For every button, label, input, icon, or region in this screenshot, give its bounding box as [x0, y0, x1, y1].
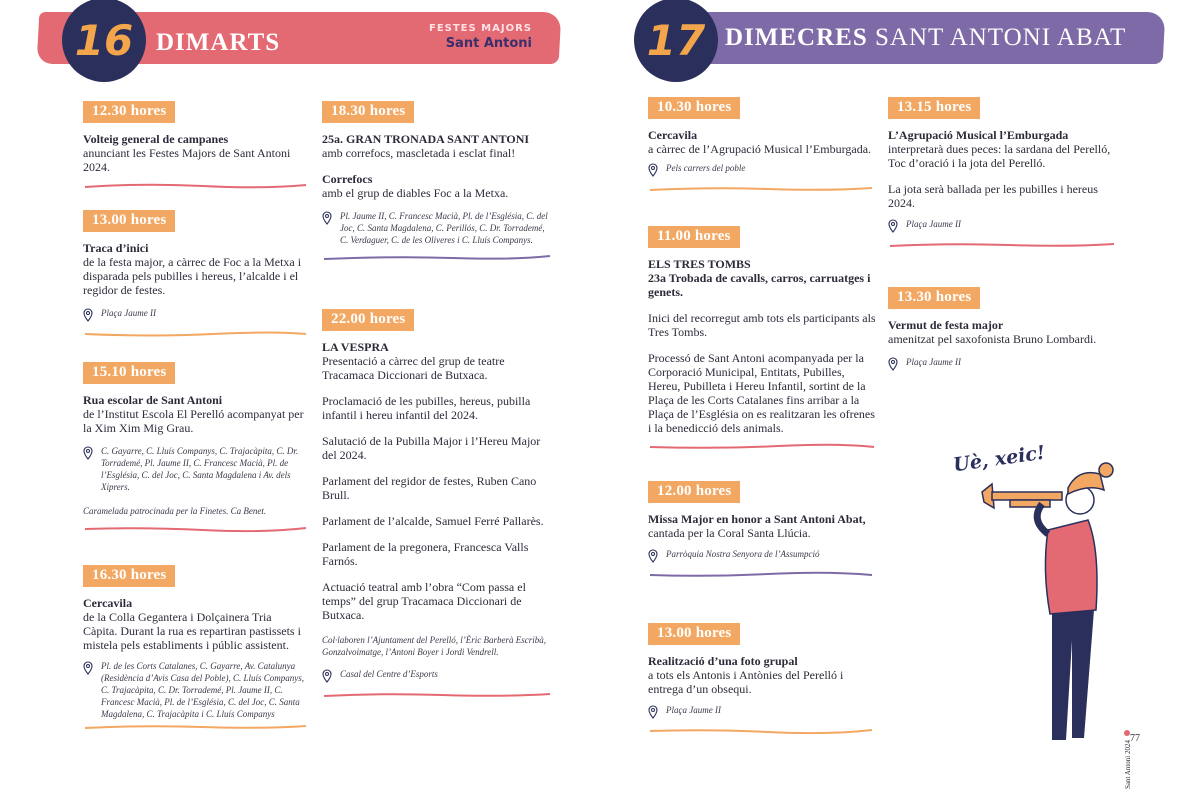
event-1230 — [83, 101, 308, 190]
location — [888, 356, 1116, 371]
location-pin-icon — [648, 549, 658, 563]
event-title: LA VESPRA — [322, 340, 389, 354]
divider-line — [322, 254, 552, 262]
page-number: 77 — [1130, 733, 1140, 744]
event-text: amenitzat pel saxofonista Bruno Lombardi. — [888, 332, 1097, 346]
day-name: DIMARTS — [156, 29, 281, 56]
time-badge: 13.00 hores — [83, 210, 175, 232]
divider-line — [322, 691, 552, 699]
location-text: Plaça Jaume II — [666, 705, 721, 715]
event-title: ELS TRES TOMBS — [648, 257, 751, 271]
location — [648, 548, 874, 563]
note: Caramelada patrocinada per la Finetes. Ca Benet. — [83, 506, 267, 516]
location-text: Casal del Centre d’Esports — [340, 669, 438, 679]
event-title: Cercavila — [648, 128, 698, 142]
location — [648, 704, 874, 719]
location-text: Pl. de les Corts Catalanes, C. Gayarre, Av. Catalunya (Residència d’Avis Casa del Poble), C. Lluís Companys, C. Trajacàpita, C. Dr. Torrademé, Pl. Jaume II, C. Francesc Macià, Pl. de l’Església, C. del Joc, C. Santa Magdalena, C. Trajacàpita i C. Lluís Companys — [101, 661, 304, 719]
time-badge: 16.30 hores — [83, 565, 175, 587]
event-title: 25a. GRAN TRONADA SANT ANTONI — [322, 132, 530, 146]
event-paragraph: Parlament de l’alcalde, Samuel Ferré Pallarès. — [322, 514, 544, 528]
event-title: L’Agrupació Musical l’Emburgada — [888, 128, 1069, 142]
divider-line — [648, 571, 874, 579]
location-pin-icon — [83, 446, 93, 460]
location — [83, 307, 308, 322]
event-paragraph: La jota serà ballada per les pubilles i hereus 2024. — [888, 182, 1098, 210]
event-text: a càrrec de l’Agrupació Musical l’Emburgada. — [648, 142, 872, 156]
location-text: Plaça Jaume II — [906, 219, 961, 229]
location — [648, 162, 874, 177]
divider-line — [83, 525, 308, 533]
note: Col·laboren l’Ajuntament del Perelló, l’Èric Barberà Escribà, Gonzalvoimatge, l’Antoni Boyer i Jordi Vendrell. — [322, 635, 547, 657]
event-1330 — [888, 287, 1116, 371]
event-text: de l’Institut Escola El Perelló acompanyat per la Xim Xim Mig Grau. — [83, 407, 304, 435]
time-badge: 12.00 hores — [648, 481, 740, 503]
location-pin-icon — [322, 669, 332, 683]
location — [83, 445, 308, 493]
event-1630 — [83, 565, 308, 731]
logo-line2: Sant Antoni — [445, 36, 532, 51]
event-text: de la festa major, a càrrec de Foc a la Metxa i disparada pels pubilles i hereus, l’alcalde i el regidor de festes. — [83, 255, 302, 297]
illustration-text: Uè, xeic! — [951, 441, 1047, 477]
divider-line — [648, 443, 876, 451]
event-title: Volteig general de campanes — [83, 132, 229, 146]
divider-line — [83, 723, 308, 731]
location — [322, 668, 552, 683]
event-paragraph: Actuació teatral amb l’obra “Com passa el temps” del grup Tracamaca Diccionari de Butxaca. — [322, 580, 526, 622]
location — [83, 660, 308, 720]
divider-line — [648, 185, 874, 193]
event-text: a tots els Antonis i Antònies del Perelló i entrega d’un obsequi. — [648, 668, 844, 696]
divider-line — [648, 727, 874, 735]
time-badge: 13.30 hores — [888, 287, 980, 309]
time-badge: 22.00 hores — [322, 309, 414, 331]
event-1300b — [648, 623, 874, 735]
day-number-circle — [634, 0, 718, 82]
location-pin-icon — [888, 219, 898, 233]
divider-line — [888, 241, 1116, 249]
event-1510 — [83, 362, 308, 533]
location-pin-icon — [888, 357, 898, 371]
time-badge: 18.30 hores — [322, 101, 414, 123]
event-1315 — [888, 97, 1116, 249]
location-text: Pl. Jaume II, C. Francesc Macià, Pl. de l’Església, C. del Joc, C. Santa Magdalena, C. Perillós, C. Dr. Torrademé, C. Verdaguer, C. de les Oliveres i C. Lluís Companys. — [340, 211, 548, 245]
event-title: Rua escolar de Sant Antoni — [83, 393, 223, 407]
event-2200 — [322, 309, 552, 699]
location-pin-icon — [322, 211, 332, 225]
event-1830 — [322, 101, 552, 262]
time-badge: 13.15 hores — [888, 97, 980, 119]
time-badge: 12.30 hores — [83, 101, 175, 123]
event-paragraph: Parlament del regidor de festes, Ruben Cano Brull. — [322, 474, 537, 502]
day-name: DIMECRES — [725, 24, 868, 51]
left-page — [0, 0, 600, 750]
divider-line — [83, 330, 308, 338]
time-badge: 10.30 hores — [648, 97, 740, 119]
event-text: de la Colla Gegantera i Dolçainera Tria Càpita. Durant la rua es repartiran pastissets i mistela pels establiments i públic assistent. — [83, 610, 301, 652]
time-badge: 13.00 hores — [648, 623, 740, 645]
logo-line1: FESTES MAJORS — [428, 23, 532, 34]
event-title: Realització d’una foto grupal — [648, 654, 798, 668]
event-text: cantada per la Coral Santa Llúcia. — [648, 526, 811, 540]
location — [322, 210, 552, 246]
vertical-caption: Sant Antoni 2024 — [1124, 740, 1132, 789]
event-text: anunciant les Festes Majors de Sant Antoni 2024. — [83, 146, 291, 174]
time-badge: 15.10 hores — [83, 362, 175, 384]
event-text: amb el grup de diables Foc a la Metxa. — [322, 186, 509, 200]
event-text: Presentació a càrrec del grup de teatre Tracamaca Diccionari de Butxaca. — [322, 354, 505, 382]
location-text: Pels carrers del poble — [666, 163, 746, 173]
divider-line — [83, 182, 308, 190]
event-paragraph: Inici del recorregut amb tots els participants als Tres Tombs. — [648, 311, 876, 339]
event-paragraph: Salutació de la Pubilla Major i l’Hereu Major del 2024. — [322, 434, 541, 462]
day-number-circle — [62, 0, 146, 82]
event-1100 — [648, 226, 876, 451]
location-text: Plaça Jaume II — [101, 308, 156, 318]
location-text: Parròquia Nostra Senyora de l’Assumpció — [666, 549, 820, 559]
location-text: C. Gayarre, C. Lluís Companys, C. Trajacàpita, C. Dr. Torrademé, Pl. Jaume II, C. Francesc Macià, Pl. de l’Església, C. del Joc, C. Santa Magdalena i Av. dels Xiprers. — [101, 446, 299, 492]
time-badge: 11.00 hores — [648, 226, 740, 248]
location-text: Plaça Jaume II — [906, 357, 961, 367]
event-title: Cercavila — [83, 596, 133, 610]
day-number: 17 — [646, 15, 706, 65]
location-pin-icon — [83, 661, 93, 675]
event-text: interpretarà dues peces: la sardana del Perelló, Toc d’oració i la jota del Perelló. — [888, 142, 1111, 170]
event-paragraph: Parlament de la pregonera, Francesca Valls Farnós. — [322, 540, 529, 568]
event-paragraph: Proclamació de les pubilles, hereus, pubilla infantil i hereu infantil del 2024. — [322, 394, 531, 422]
trumpet-player-illustration — [970, 450, 1130, 750]
event-subtitle: Correfocs — [322, 172, 373, 186]
event-title: Vermut de festa major — [888, 318, 1004, 332]
event-title: Traca d’inici — [83, 241, 149, 255]
event-paragraph: Processó de Sant Antoni acompanyada per la Corporació Municipal, Entitats, Pubilles, Hereu, Pubilleta i Hereu Infantil, sortint de la Plaça de les Corts Catalanes fins arribar a la Plaça de l’Església on es realitzaran les ofrenes i la benedicció dels animals. — [648, 351, 875, 435]
location-pin-icon — [83, 308, 93, 322]
right-page — [600, 0, 1200, 789]
event-subtitle: 23a Trobada de cavalls, carros, carruatges i genets. — [648, 271, 871, 299]
event-1300 — [83, 210, 308, 338]
location-pin-icon — [648, 163, 658, 177]
day-number: 16 — [74, 15, 134, 65]
event-text: amb correfocs, mascletada i esclat final! — [322, 146, 516, 160]
event-1200 — [648, 481, 874, 579]
event-1030 — [648, 97, 874, 193]
location-pin-icon — [648, 705, 658, 719]
location — [888, 218, 1116, 233]
day-subtitle: SANT ANTONI ABAT — [875, 24, 1127, 51]
event-title: Missa Major en honor a Sant Antoni Abat, — [648, 512, 866, 526]
